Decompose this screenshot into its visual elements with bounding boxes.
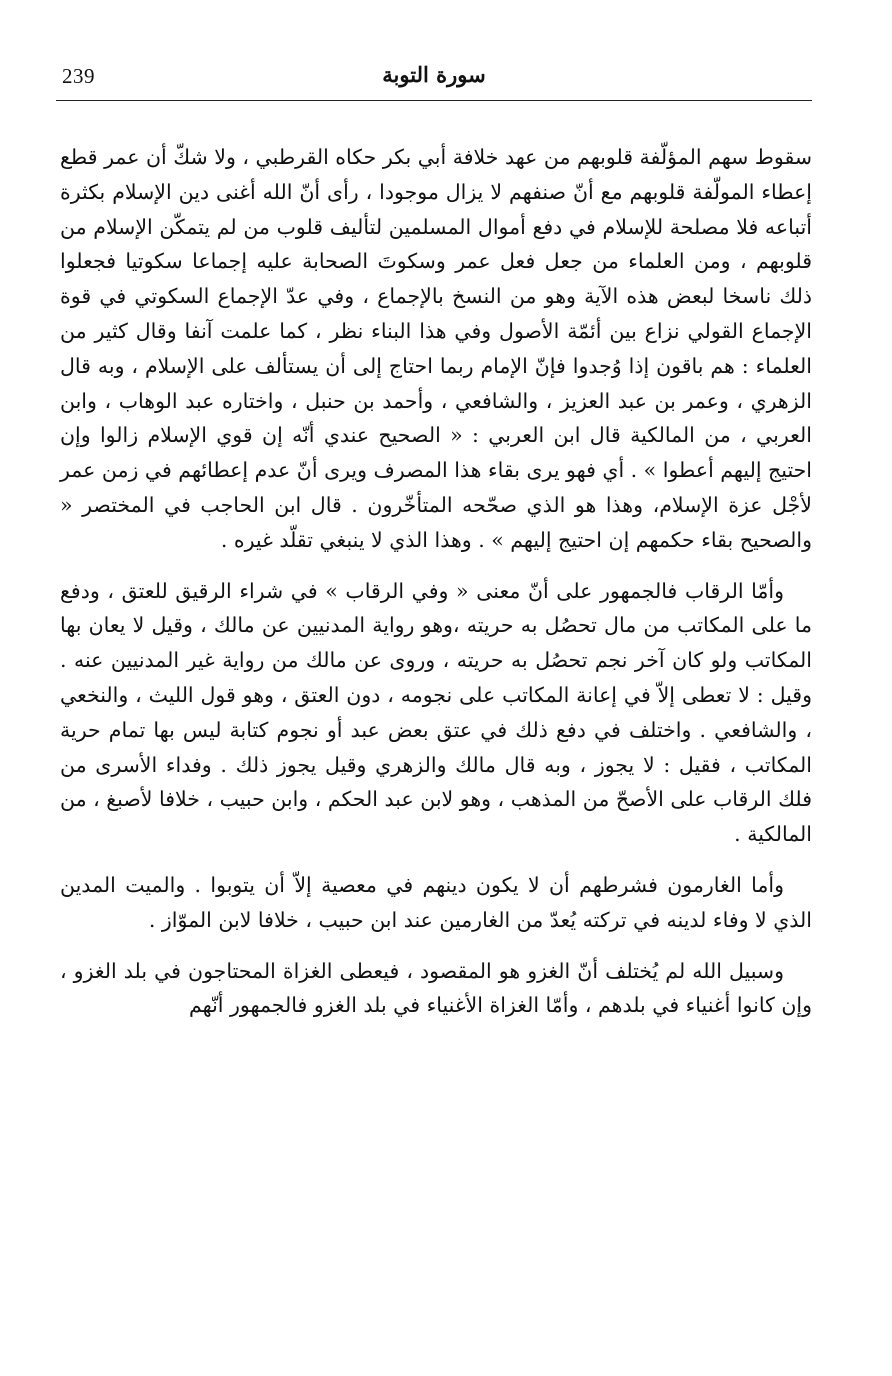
page-number: 239 [62, 64, 95, 88]
header-divider [56, 100, 812, 101]
paragraph-continued: سقوط سهم المؤلّفة قلوبهم من عهد خلافة أبي بكر حكاه القرطبي ، ولا شكّ أن عمر قطع إعطاء المولّفة قلوبهم مع أنّ صنفهم لا يزال موجودا ، رأى أنّ الله أغنى دين الإسلام بكثرة أتباعه فلا مصلحة للإسلام في دفع أموال المسلمين لتأليف قلوب من لم يتمكّن الإسلام من قلوبهم ، ومن العلماء من جعل فعل عمر وسكوتَ الصحابة عليه إجماعا سكوتيا فجعلوا ذلك ناسخا لبعض هذه الآية وهو من النسخ بالإجماع ، وفي عدّ الإجماع السكوتي في قوة الإجماع القولي نزاع بين أئمّة الأصول وفي هذا البناء نظر ، كما علمت آنفا وقال كثير من العلماء : هم باقون إذا وُجدوا فإنّ الإمام ربما احتاج إلى أن يستألف على الإسلام ، وبه قال الزهري ، وعمر بن عبد العزيز ، والشافعي ، وأحمد بن حنبل ، واختاره عبد الوهاب ، وابن العربي ، من المالكية قال ابن العربي : « الصحيح عندي أنّه إن قوي الإسلام زالوا وإن احتيج إليهم أعطوا » . أي فهو يرى بقاء هذا المصرف ويرى أنّ عدم إعطائهم في زمن عمر لأجْل عزة الإسلام، وهذا هو الذي صحّحه المتأخّرون . قال ابن الحاجب في المختصر « والصحيح بقاء حكمهم إن احتيج إليهم » . وهذا الذي لا ينبغي تقلّد غيره . [59, 145, 812, 552]
page-body [60, 140, 812, 1023]
running-title: سورة التوبة [382, 62, 486, 87]
paragraph-gharimun: وأما الغارمون فشرطهم أن لا يكون دينهم في معصية إلاّ أن يتوبوا . والميت المدين الذي لا وفاء لدينه في تركته يُعدّ من الغارمين عند ابن حبيب ، خلافا لابن الموّاز . [60, 872, 812, 932]
page-header [56, 60, 812, 96]
paragraph-riqab: وأمّا الرقاب فالجمهور على أنّ معنى « وفي الرقاب » في شراء الرقيق للعتق ، ودفع ما على المكاتب من مال تحصُل به حريته ،وهو رواية المدنيين عن مالك ، وقيل لا يعان بها المكاتب ولو كان آخر نجم تحصُل به حريته ، وروى عن مالك من رواية غير المدنيين عنه . وقيل : لا تعطى إلاّ في إعانة المكاتب على نجومه ، دون العتق ، وهو قول الليث ، والنخعي ، والشافعي . واختلف في دفع ذلك في عتق بعض عبد أو نجوم كتابة ليس بها تمام حرية المكاتب ، فقيل : لا يجوز ، وبه قال مالك والزهري وقيل يجوز ذلك . وفداء الأسرى من فلك الرقاب على الأصحّ من المذهب ، وهو لابن عبد الحكم ، وابن حبيب ، خلافا لأصبغ ، من المالكية . [60, 578, 812, 847]
paragraph-sabil-allah: وسبيل الله لم يُختلف أنّ الغزو هو المقصود ، فيعطى الغزاة المحتاجون في بلد الغزو ، وإن كانوا أغنياء في بلدهم ، وأمّا الغزاة الأغنياء في بلد الغزو فالجمهور أنّهم [60, 958, 812, 1018]
